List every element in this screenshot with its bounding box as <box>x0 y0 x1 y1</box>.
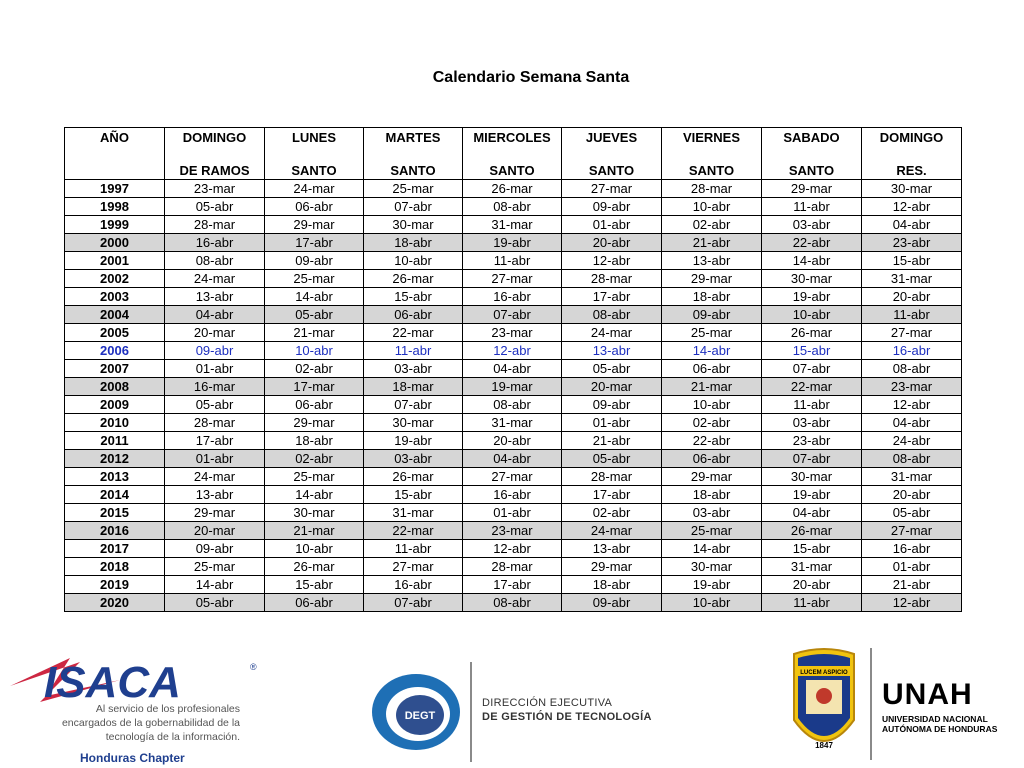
date-cell: 10-abr <box>662 396 762 414</box>
date-cell: 21-abr <box>862 576 962 594</box>
table-row <box>65 252 962 270</box>
year-cell: 2000 <box>65 234 165 252</box>
date-cell: 23-abr <box>762 432 862 450</box>
date-cell: 12-abr <box>463 540 562 558</box>
date-cell: 25-mar <box>265 468 364 486</box>
table-row <box>65 180 962 198</box>
date-cell: 11-abr <box>364 342 463 360</box>
degt-line-2: DE GESTIÓN DE TECNOLOGÍA <box>482 711 652 723</box>
date-cell: 10-abr <box>662 198 762 216</box>
date-cell: 10-abr <box>662 594 762 612</box>
page-title: Calendario Semana Santa <box>432 69 630 86</box>
year-cell: 2004 <box>65 306 165 324</box>
column-subheader <box>65 162 165 180</box>
date-cell: 22-mar <box>364 324 463 342</box>
date-cell: 08-abr <box>463 396 562 414</box>
date-cell: 31-mar <box>862 270 962 288</box>
date-cell: 11-abr <box>463 252 562 270</box>
date-cell: 04-abr <box>165 306 265 324</box>
date-cell: 06-abr <box>265 198 364 216</box>
date-cell: 15-abr <box>265 576 364 594</box>
table-row <box>65 378 962 396</box>
date-cell: 15-abr <box>762 540 862 558</box>
date-cell: 26-mar <box>463 180 562 198</box>
date-cell: 14-abr <box>762 252 862 270</box>
date-cell: 29-mar <box>165 504 265 522</box>
date-cell: 19-mar <box>463 378 562 396</box>
column-header: DOMINGO <box>165 128 265 163</box>
date-cell: 17-abr <box>165 432 265 450</box>
date-cell: 01-abr <box>862 558 962 576</box>
date-cell: 23-mar <box>165 180 265 198</box>
year-cell: 2009 <box>65 396 165 414</box>
date-cell: 22-abr <box>762 234 862 252</box>
header-row-1 <box>65 128 962 163</box>
date-cell: 05-abr <box>165 396 265 414</box>
date-cell: 16-abr <box>463 486 562 504</box>
date-cell: 14-abr <box>265 486 364 504</box>
date-cell: 18-abr <box>662 288 762 306</box>
date-cell: 19-abr <box>662 576 762 594</box>
date-cell: 31-mar <box>463 414 562 432</box>
date-cell: 26-mar <box>762 324 862 342</box>
date-cell: 30-mar <box>662 558 762 576</box>
year-cell: 2015 <box>65 504 165 522</box>
date-cell: 20-abr <box>862 288 962 306</box>
date-cell: 19-abr <box>762 486 862 504</box>
table-row <box>65 558 962 576</box>
date-cell: 02-abr <box>662 414 762 432</box>
crest-year: 1847 <box>815 741 833 750</box>
unah-line-2: AUTÓNOMA DE HONDURAS <box>882 724 998 734</box>
table-row <box>65 486 962 504</box>
unah-line-1: UNIVERSIDAD NACIONAL <box>882 714 988 724</box>
date-cell: 23-mar <box>463 324 562 342</box>
date-cell: 08-abr <box>463 594 562 612</box>
date-cell: 26-mar <box>265 558 364 576</box>
isaca-logo <box>0 640 270 768</box>
date-cell: 02-abr <box>265 450 364 468</box>
column-subheader: RES. <box>862 162 962 180</box>
date-cell: 18-abr <box>662 486 762 504</box>
column-subheader: SANTO <box>762 162 862 180</box>
date-cell: 08-abr <box>165 252 265 270</box>
date-cell: 02-abr <box>662 216 762 234</box>
date-cell: 09-abr <box>265 252 364 270</box>
date-cell: 20-abr <box>862 486 962 504</box>
date-cell: 12-abr <box>862 594 962 612</box>
year-cell: 2006 <box>65 342 165 360</box>
divider <box>870 648 872 760</box>
date-cell: 22-mar <box>364 522 463 540</box>
date-cell: 05-abr <box>562 450 662 468</box>
date-cell: 23-mar <box>463 522 562 540</box>
column-header: MIERCOLES <box>463 128 562 163</box>
date-cell: 22-abr <box>662 432 762 450</box>
date-cell: 18-mar <box>364 378 463 396</box>
date-cell: 14-abr <box>265 288 364 306</box>
date-cell: 13-abr <box>662 252 762 270</box>
date-cell: 08-abr <box>862 360 962 378</box>
year-cell: 1998 <box>65 198 165 216</box>
date-cell: 08-abr <box>862 450 962 468</box>
date-cell: 07-abr <box>762 360 862 378</box>
date-cell: 24-mar <box>165 468 265 486</box>
date-cell: 07-abr <box>463 306 562 324</box>
date-cell: 07-abr <box>364 396 463 414</box>
table-row <box>65 360 962 378</box>
date-cell: 20-mar <box>165 522 265 540</box>
column-subheader: SANTO <box>265 162 364 180</box>
table-row <box>65 522 962 540</box>
crest-motto: LUCEM ASPICIO <box>800 670 848 676</box>
column-subheader: DE RAMOS <box>165 162 265 180</box>
date-cell: 30-mar <box>265 504 364 522</box>
date-cell: 19-abr <box>463 234 562 252</box>
table-row <box>65 342 962 360</box>
column-header: VIERNES <box>662 128 762 163</box>
year-cell: 2003 <box>65 288 165 306</box>
date-cell: 07-abr <box>762 450 862 468</box>
date-cell: 02-abr <box>562 504 662 522</box>
date-cell: 01-abr <box>562 414 662 432</box>
date-cell: 06-abr <box>364 306 463 324</box>
date-cell: 08-abr <box>562 306 662 324</box>
date-cell: 01-abr <box>165 450 265 468</box>
table-row <box>65 450 962 468</box>
date-cell: 25-mar <box>662 324 762 342</box>
date-cell: 10-abr <box>265 540 364 558</box>
table-row <box>65 504 962 522</box>
date-cell: 28-mar <box>662 180 762 198</box>
date-cell: 20-mar <box>562 378 662 396</box>
date-cell: 27-mar <box>463 270 562 288</box>
year-cell: 2005 <box>65 324 165 342</box>
table-row <box>65 594 962 612</box>
date-cell: 16-mar <box>165 378 265 396</box>
year-cell: 2010 <box>65 414 165 432</box>
date-cell: 16-abr <box>463 288 562 306</box>
degt-logo <box>368 668 468 754</box>
date-cell: 09-abr <box>562 198 662 216</box>
date-cell: 28-mar <box>562 468 662 486</box>
table-row <box>65 234 962 252</box>
date-cell: 10-abr <box>265 342 364 360</box>
date-cell: 05-abr <box>862 504 962 522</box>
date-cell: 25-mar <box>364 180 463 198</box>
column-subheader: SANTO <box>562 162 662 180</box>
date-cell: 24-mar <box>265 180 364 198</box>
date-cell: 30-mar <box>364 414 463 432</box>
date-cell: 17-mar <box>265 378 364 396</box>
year-cell: 2007 <box>65 360 165 378</box>
date-cell: 30-mar <box>762 270 862 288</box>
date-cell: 28-mar <box>463 558 562 576</box>
date-cell: 20-abr <box>562 234 662 252</box>
date-cell: 04-abr <box>463 450 562 468</box>
year-cell: 2002 <box>65 270 165 288</box>
date-cell: 02-abr <box>265 360 364 378</box>
table-row <box>65 576 962 594</box>
date-cell: 29-mar <box>265 414 364 432</box>
date-cell: 25-mar <box>265 270 364 288</box>
date-cell: 25-mar <box>662 522 762 540</box>
date-cell: 27-mar <box>862 324 962 342</box>
year-cell: 2017 <box>65 540 165 558</box>
date-cell: 21-mar <box>265 324 364 342</box>
date-cell: 28-mar <box>165 216 265 234</box>
year-cell: 2016 <box>65 522 165 540</box>
date-cell: 29-mar <box>265 216 364 234</box>
date-cell: 30-mar <box>364 216 463 234</box>
date-cell: 09-abr <box>562 396 662 414</box>
date-cell: 15-abr <box>862 252 962 270</box>
date-cell: 12-abr <box>463 342 562 360</box>
degt-line-1: DIRECCIÓN EJECUTIVA <box>482 697 613 709</box>
table-row <box>65 414 962 432</box>
date-cell: 11-abr <box>762 396 862 414</box>
date-cell: 24-mar <box>562 522 662 540</box>
table-row <box>65 396 962 414</box>
table-row <box>65 306 962 324</box>
date-cell: 29-mar <box>662 468 762 486</box>
column-header: AÑO <box>65 128 165 163</box>
date-cell: 20-mar <box>165 324 265 342</box>
date-cell: 16-abr <box>364 576 463 594</box>
date-cell: 04-abr <box>862 414 962 432</box>
year-cell: 2008 <box>65 378 165 396</box>
date-cell: 09-abr <box>562 594 662 612</box>
date-cell: 19-abr <box>762 288 862 306</box>
date-cell: 27-mar <box>364 558 463 576</box>
date-cell: 24-abr <box>862 432 962 450</box>
date-cell: 18-abr <box>364 234 463 252</box>
date-cell: 19-abr <box>364 432 463 450</box>
table-row <box>65 432 962 450</box>
date-cell: 04-abr <box>463 360 562 378</box>
date-cell: 11-abr <box>762 198 862 216</box>
date-cell: 14-abr <box>662 342 762 360</box>
unah-name <box>882 680 997 734</box>
isaca-wordmark: ISACA <box>44 658 181 707</box>
column-header: LUNES <box>265 128 364 163</box>
column-subheader: SANTO <box>662 162 762 180</box>
date-cell: 23-abr <box>862 234 962 252</box>
date-cell: 21-abr <box>562 432 662 450</box>
date-cell: 08-abr <box>463 198 562 216</box>
year-cell: 2014 <box>65 486 165 504</box>
date-cell: 05-abr <box>265 306 364 324</box>
date-cell: 03-abr <box>762 216 862 234</box>
date-cell: 31-mar <box>762 558 862 576</box>
date-cell: 18-abr <box>562 576 662 594</box>
date-cell: 27-mar <box>862 522 962 540</box>
date-cell: 26-mar <box>364 468 463 486</box>
date-cell: 03-abr <box>364 450 463 468</box>
date-cell: 30-mar <box>762 468 862 486</box>
date-cell: 13-abr <box>165 486 265 504</box>
date-cell: 16-abr <box>862 540 962 558</box>
svg-text:®: ® <box>250 662 257 672</box>
header-row-2 <box>65 162 962 180</box>
date-cell: 17-abr <box>562 486 662 504</box>
table-row <box>65 468 962 486</box>
column-header: JUEVES <box>562 128 662 163</box>
date-cell: 26-mar <box>762 522 862 540</box>
column-header: MARTES <box>364 128 463 163</box>
date-cell: 28-mar <box>562 270 662 288</box>
date-cell: 15-abr <box>364 288 463 306</box>
date-cell: 29-mar <box>762 180 862 198</box>
date-cell: 23-mar <box>862 378 962 396</box>
date-cell: 29-mar <box>562 558 662 576</box>
date-cell: 31-mar <box>862 468 962 486</box>
isaca-chapter: Honduras Chapter <box>80 751 185 765</box>
date-cell: 11-abr <box>762 594 862 612</box>
date-cell: 01-abr <box>463 504 562 522</box>
column-header: DOMINGO <box>862 128 962 163</box>
date-cell: 06-abr <box>265 396 364 414</box>
date-cell: 14-abr <box>662 540 762 558</box>
year-cell: 2001 <box>65 252 165 270</box>
date-cell: 07-abr <box>364 198 463 216</box>
date-cell: 31-mar <box>463 216 562 234</box>
date-cell: 21-abr <box>662 234 762 252</box>
date-cell: 25-mar <box>165 558 265 576</box>
date-cell: 15-abr <box>364 486 463 504</box>
date-cell: 10-abr <box>762 306 862 324</box>
year-cell: 2011 <box>65 432 165 450</box>
year-cell: 2018 <box>65 558 165 576</box>
column-subheader: SANTO <box>463 162 562 180</box>
date-cell: 01-abr <box>562 216 662 234</box>
date-cell: 20-abr <box>762 576 862 594</box>
table-row <box>65 324 962 342</box>
date-cell: 12-abr <box>562 252 662 270</box>
year-cell: 2013 <box>65 468 165 486</box>
date-cell: 16-abr <box>165 234 265 252</box>
table-row <box>65 198 962 216</box>
footer-logos <box>0 640 1024 768</box>
divider <box>470 662 472 762</box>
degt-badge: DEGT <box>404 710 436 722</box>
date-cell: 21-mar <box>662 378 762 396</box>
date-cell: 26-mar <box>364 270 463 288</box>
date-cell: 29-mar <box>662 270 762 288</box>
date-cell: 09-abr <box>662 306 762 324</box>
date-cell: 06-abr <box>265 594 364 612</box>
date-cell: 17-abr <box>562 288 662 306</box>
table-row <box>65 540 962 558</box>
date-cell: 31-mar <box>364 504 463 522</box>
isaca-tagline-3: tecnología de la información. <box>105 731 240 743</box>
date-cell: 22-mar <box>762 378 862 396</box>
date-cell: 06-abr <box>662 360 762 378</box>
table-row <box>65 216 962 234</box>
date-cell: 12-abr <box>862 198 962 216</box>
date-cell: 15-abr <box>762 342 862 360</box>
date-cell: 03-abr <box>662 504 762 522</box>
year-cell: 1997 <box>65 180 165 198</box>
date-cell: 11-abr <box>862 306 962 324</box>
date-cell: 03-abr <box>364 360 463 378</box>
unah-crest <box>788 644 860 764</box>
year-cell: 1999 <box>65 216 165 234</box>
date-cell: 03-abr <box>762 414 862 432</box>
date-cell: 24-mar <box>562 324 662 342</box>
date-cell: 16-abr <box>862 342 962 360</box>
date-cell: 30-mar <box>862 180 962 198</box>
date-cell: 27-mar <box>562 180 662 198</box>
date-cell: 21-mar <box>265 522 364 540</box>
date-cell: 04-abr <box>762 504 862 522</box>
column-header: SABADO <box>762 128 862 163</box>
date-cell: 09-abr <box>165 342 265 360</box>
date-cell: 09-abr <box>165 540 265 558</box>
date-cell: 01-abr <box>165 360 265 378</box>
date-cell: 12-abr <box>862 396 962 414</box>
isaca-tagline-1: Al servicio de los profesionales <box>95 703 240 715</box>
date-cell: 17-abr <box>265 234 364 252</box>
date-cell: 20-abr <box>463 432 562 450</box>
date-cell: 06-abr <box>662 450 762 468</box>
date-cell: 05-abr <box>165 594 265 612</box>
date-cell: 14-abr <box>165 576 265 594</box>
date-cell: 07-abr <box>364 594 463 612</box>
column-subheader: SANTO <box>364 162 463 180</box>
date-cell: 13-abr <box>562 540 662 558</box>
date-cell: 13-abr <box>165 288 265 306</box>
date-cell: 17-abr <box>463 576 562 594</box>
holy-week-calendar-table <box>64 127 962 612</box>
date-cell: 18-abr <box>265 432 364 450</box>
date-cell: 05-abr <box>562 360 662 378</box>
unah-acronym: UNAH <box>882 678 973 711</box>
date-cell: 28-mar <box>165 414 265 432</box>
year-cell: 2012 <box>65 450 165 468</box>
degt-name <box>482 696 652 724</box>
table-row <box>65 270 962 288</box>
year-cell: 2019 <box>65 576 165 594</box>
date-cell: 27-mar <box>463 468 562 486</box>
isaca-tagline-2: encargados de la gobernabilidad de la <box>61 717 240 729</box>
table-row <box>65 288 962 306</box>
date-cell: 04-abr <box>862 216 962 234</box>
date-cell: 11-abr <box>364 540 463 558</box>
year-cell: 2020 <box>65 594 165 612</box>
date-cell: 10-abr <box>364 252 463 270</box>
date-cell: 13-abr <box>562 342 662 360</box>
date-cell: 05-abr <box>165 198 265 216</box>
date-cell: 24-mar <box>165 270 265 288</box>
